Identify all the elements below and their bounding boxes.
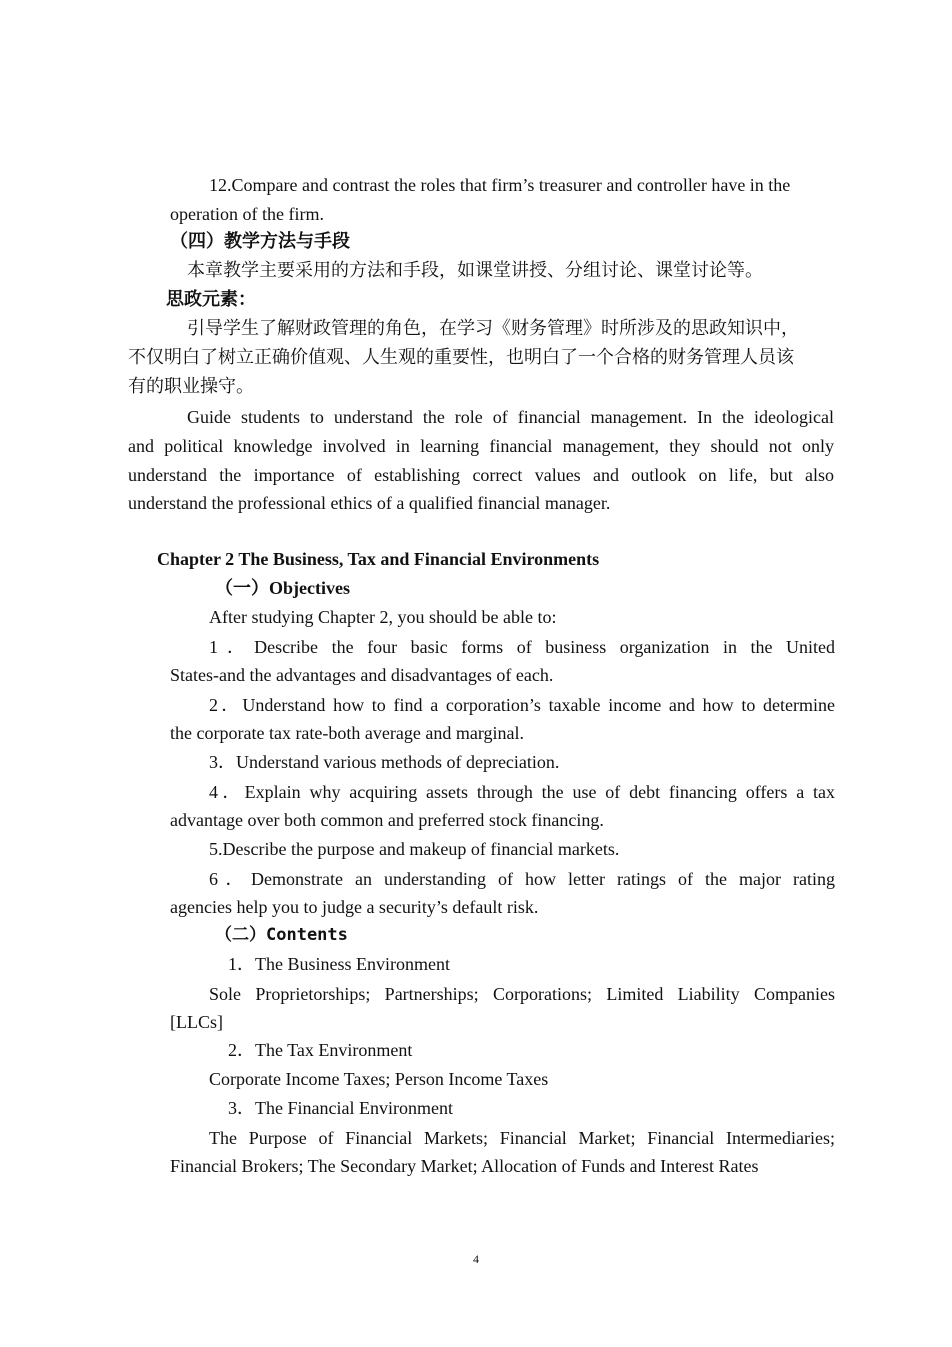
objective-2-line-1: 2．Understand how to find a corporation’s taxable income and how to determine xyxy=(209,695,835,715)
contents-2-title: 2．The Tax Environment xyxy=(228,1040,413,1060)
contents-3-line-1: The Purpose of Financial Markets; Financial Market; Financial Intermediaries; xyxy=(209,1128,835,1148)
page-number: 4 xyxy=(473,1252,479,1266)
sizheng-en-line-4: understand the professional ethics of a qualified financial manager. xyxy=(128,493,611,513)
objective-4-line-2: advantage over both common and preferred stock financing. xyxy=(170,810,604,830)
objective-1-line-2: States-and the advantages and disadvantages of each. xyxy=(170,665,554,685)
contents-1-line-2: [LLCs] xyxy=(170,1012,223,1032)
chapter-title: Chapter 2 The Business, Tax and Financial Environments xyxy=(157,549,600,569)
contents-heading: （二）Contents xyxy=(215,925,348,945)
sizheng-zh-line-2: 不仅明白了树立正确价值观、人生观的重要性，也明白了一个合格的财务管理人员该 xyxy=(128,347,794,368)
sizheng-zh-line-3: 有的职业操守。 xyxy=(128,376,254,397)
method-text: 本章教学主要采用的方法和手段，如课堂讲授、分组讨论、课堂讨论等。 xyxy=(187,260,763,281)
contents-1-title: 1．The Business Environment xyxy=(228,954,450,974)
method-heading: （四）教学方法与手段 xyxy=(170,231,350,252)
objective-3: 3．Understand various methods of depreciation. xyxy=(209,752,560,772)
sizheng-heading: 思政元素： xyxy=(166,289,256,310)
question-12-line-1: 12.Compare and contrast the roles that firm’s treasurer and controller have in the xyxy=(209,175,791,195)
objective-1-line-1: 1．Describe the four basic forms of business organization in the United xyxy=(209,637,835,657)
contents-3-title: 3．The Financial Environment xyxy=(228,1098,453,1118)
question-12-line-2: operation of the firm. xyxy=(170,204,324,224)
objective-6-line-2: agencies help you to judge a security’s default risk. xyxy=(170,897,539,917)
objective-5: 5.Describe the purpose and makeup of financial markets. xyxy=(209,839,620,859)
objectives-intro: After studying Chapter 2, you should be able to: xyxy=(209,607,557,627)
contents-1-line-1: Sole Proprietorships; Partnerships; Corporations; Limited Liability Companies xyxy=(209,984,835,1004)
sizheng-en-line-1: Guide students to understand the role of financial management. In the ideological xyxy=(187,407,834,427)
sizheng-zh-line-1: 引导学生了解财政管理的角色，在学习《财务管理》时所涉及的思政知识中， xyxy=(187,318,799,339)
objective-6-line-1: 6．Demonstrate an understanding of how letter ratings of the major rating xyxy=(209,869,835,889)
contents-3-line-2: Financial Brokers; The Secondary Market; Allocation of Funds and Interest Rates xyxy=(170,1156,759,1176)
contents-2-text: Corporate Income Taxes; Person Income Taxes xyxy=(209,1069,549,1089)
sizheng-en-line-3: understand the importance of establishing correct values and outlook on life, but also xyxy=(128,465,834,485)
objective-4-line-1: 4．Explain why acquiring assets through the use of debt financing offers a tax xyxy=(209,782,835,802)
objective-2-line-2: the corporate tax rate-both average and marginal. xyxy=(170,723,524,743)
objectives-heading: （一）Objectives xyxy=(215,578,350,598)
sizheng-en-line-2: and political knowledge involved in learning financial management, they should not only xyxy=(128,436,834,456)
